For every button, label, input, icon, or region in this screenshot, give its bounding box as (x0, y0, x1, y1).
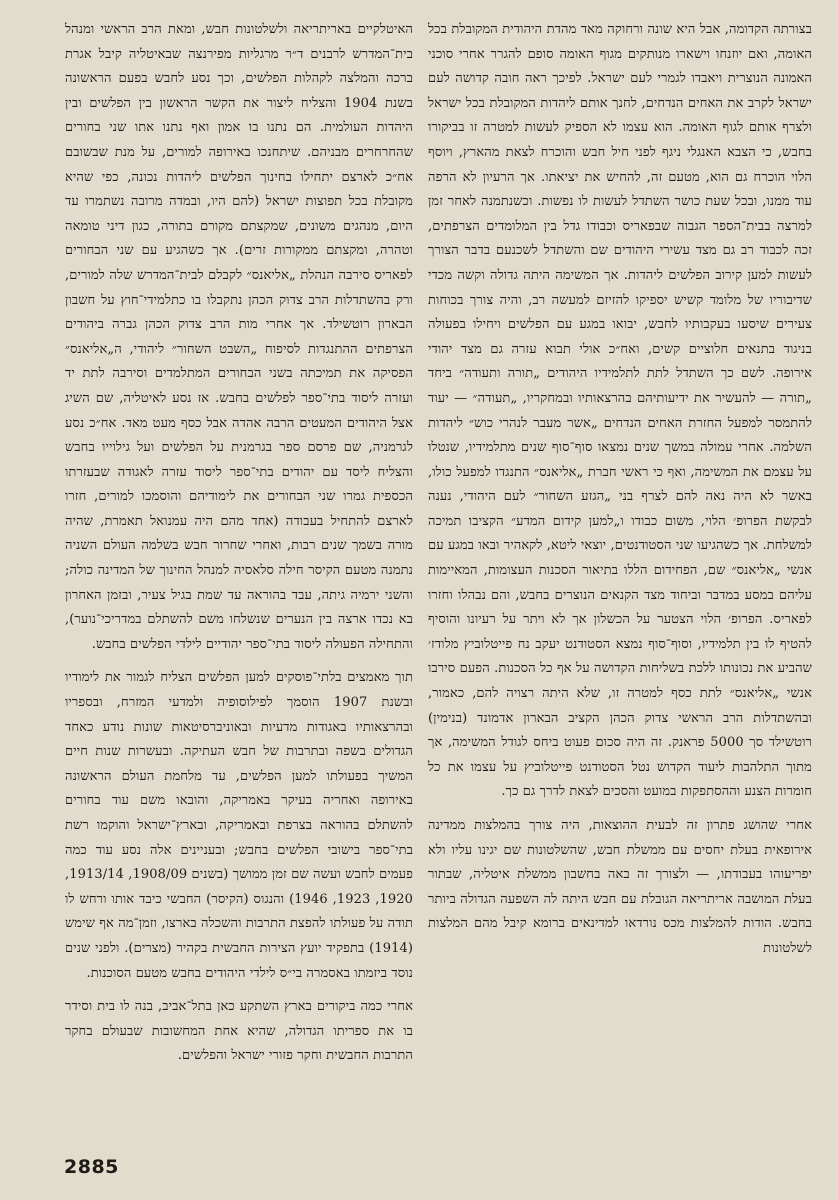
text-column-left (65, 18, 413, 1069)
paragraph: אחרי כמה ביקורים בארץ השתקע כאן בתל־אביב, בנה לו בית וסידר בו את ספריתו הגדולה, שהיא אחת המחשובות שבעולם בחקר התרבות החבשית וחקר פזורי ישראל והפלשים. (65, 999, 413, 1064)
paragraph: אחרי שהושג פתרון זה לבעית ההוצאות, היה צורך בהמלצות ממדינה אירופאית בעלת יחסים עם ממשלת חבש, שהשלטונות שם יגינו עליו ולא יפריעוהו בעבודתו, — ולצורך זה באה בחשבון ממשלת איטליה, שבתור בעלת המושבה אריתריאה הגובלת עם חבש היתה לה השפעה הגדולה ביותר בחבש. הודות להמלצות מכס נורדאו למדינאים ברומא קיבל מהם המלצות לשלטונות (428, 818, 812, 956)
paragraph: תוך מאמצים בלתי־פוסקים למען הפלשים הצליח לגמור את לימודיו ובשנת 1907 הוסמך לפילוסופיה ולמדעי המזרח, ובספריו ובהרצאותיו באגודות מדעיות ובאוניברסיטאות שונות נודע כאחד הגדולים בשפה ובתרבות של חבש העתיקה. ובעשרות שנות חיים המשיך בפעולתו למען הפלשים, עד מלחמת העולם הראשונה באירופה ואחריה בעיקר באמריקה, והובאו משם עוד בחורים להשתלם בהוראה בצרפת ובאמריקה, ובארץ־ישראל והוקמו רשת בתי־ספר בישובי הפלשים בחבש; ובעניינים אלה נסע עוד כמה פעמים לחבש ועשה שם זמן ממושך (בשנים 1908/09, 1913/14, 1920, 1923, 1946) והנגוס (הקיסר) החבשי כיבד אותו ורחש לו תודה על פעולתו להפצת התרבות והשכלה בארצו, וזמן־מה אף שימש (1914) בתפקיד יועץ הצירות החבשית בקהיר (מצרים). ולפני שנים נוסד ביזמתו באסמרה בי״ס לילדי היהודים בחבש מטעם הסוכנות. (65, 670, 413, 981)
text-column-right (428, 18, 812, 962)
page-number: 2885 (64, 1156, 119, 1178)
paragraph: האיטלקיים באריתריאה ולשלטונות חבש, ומאת הרב הראשי ומנהל בית־המדרש לרבנים ד״ר מרגליות מפירנצה שבאיטליה קיבל אגרת ברכה והמלצה לקהלות הפלשים, וכך נסע לחבש בפעם הראשונה בשנת 1904 והצליח ליצור את הקשר הראשון בין הפלשים ובין היהדות העולמית. הם נתנו בו אמון ואף נתנו אתו שני בחורים שהחרחרים מבניהם. שיתחנכו באירופה למורים, על מנת שבשובם אח״כ לארצם יתחילו בחינוך הפלשים ליהדות נכונה, כפי שהיא מקובלת בכל תפוצות ישראל (להם היו, ובמדה מרובה נשתמרו עד היום, מנהגים משונים, שמקצתם מקורם בתורה, כגון דיני טומאה וטהרה, ומקצתם ממקורות זרים). אך כשהגיע עם שני הבחורים לפאריס סירבה הנהלת „אליאנס״ לקבלם לבית־המדרש שלה למורים, ורק בהשתדלות הרב צדוק הכהן נתקבלו בו כתלמידי־חוץ על חשבון הבארון רוטשילד. אך אחרי מות הרב צדוק הכהן גברה ביהודים הצרפתים ההתנגדות לסיפוח „השבט השחור״ ליהודי, ה„אליאנס״ הפסיקה את תמיכתה בשני הבחורים המתלמדים וסירבה לתת יד ועזרה ליסוד בתי־ספר לפלשים בחבש. אז נסע לאיטליה, שם השיג אצל היהודים המעטים הרבה אהדה אבל כסף מעט מאד. אח״כ נסע לגרמניה, שם פרסם ספר בגרמנית על הפלשים ועל גילוייו בחבש והצליח ליסד עם יהודים בתי־ספר ליסוד עזרה לאגודה שבעזרתו הכספית גמרו שני הבחורים את לימודיהם והוסמכו למורים, חזרו לארצם להתחיל בעבודה (אחד מהם היה עמנואל תאמרת, שהיה מורה בשמך שנים רבות, ואחרי שחרור חבש בשלמה העולם השניה נתמנה מטעם הקיסר חילה סלאסיה למנהל החינוך של המדינה כולה; והשני ירמיה גיתה, עבד בהוראה עד שמת בגיל צעיר, ובזמן האחרון בא נכדו ארצה בין הנערים שנשלחו משם להשתלם במדריכי־נוער), והתחילה הפעולה ליסוד בתי־ספר יהודיים לילדי הפלשים בחבש. (65, 22, 413, 652)
paragraph: בצורתה הקדומה, אבל היא שונה ורחוקה מאד מהדת היהודית המקובלת בכל האומה, ואם יוזנחו וישארו מנותקים מגוף האומה סופם להגרר אחרי סוכני האמונה הנוצרית ויאבדו לגמרי לעם ישראל. לפיכך ראה חובה קדושה לעם ישראל לקרב את האחים הנדחים, לחנך אותם ליהדות המקובלת בכל ישראל ולצרף אותם לגוף האומה. הוא עצמו לא הספיק לעשות למטרה זו בביקורו בחבש, כי הצבא האנגלי ניגף לפני חיל חבש והוכרח לצאת מהארץ, ויוסף הלוי הוכרח גם הוא, מטעם זה, להחיש את יציאתו. אך הרעיון לא הרפה עוד ממנו, ובכל שעת כושר השתדל לעשות לו נפשות. וכשנתמנה לאחר זמן למרצה בבית־הספר הגבוה שבפאריס וכבודו גדל בין המלומדים הצרפתים, זכה לכבוד רב גם מצד עשירי היהודים שם והשתדל לשכנעם בדבר הצורך לעשות למען קירוב הפלשים ליהדות. אך המשימה היתה גדולה וקשה מכדי שדיבוריו של מלומד קשיש יספיקו להזיזם למעשה רב, והיה צורך בכוחות צעירים שיסעו בעקבותיו לחבש, יבואו במגע עם הפלשים ויחילו בפעולה בניגוד בתנאים חלוציים קשים, ואח״כ אולי תבוא עזרה גם מצד יהודי אירופה. לשם כך השתדל לתת לתלמידיו היהודים „תורה ותעודה״ ביחד „תורה — להעשיר את ידיעותיהם בהרצאותיו ובמחקריו, „תעודה״ — יעוד להתמסר למפעל החזרת האחים הנדחים „אשר מעבר לנהרי כוש״ ליהדות השלמה. אחרי עמולה במשך שנים נמצאו סוף־סוף שנים מתלמידיו, שנטלו על עצמם את המשימה, ואף כי ראשי חברת „אליאנס״ התנגדו למפעל כולו, באשר לא היה נאה להם לצרף בני „הגזע השחור״ לעם היהודי, נענה לבקשת הפרופ׳ הלוי, משום כבודו ו„למען קידום המדע״ הקציבו תמיכה למשלחת. אך כשהגיעו שני הסטודנטים, יוצאי ליטא, לקאהיר ובאו במגע עם אנשי „אליאנס״ שם, הפחידום הללו בתיאור הסכנות העצומות, המאיימות עליהם במסע במדבר וביחוד מצד הקנאים הנוצרים בחבש, והם נבהלו וחזרו לפאריס. הפרופ׳ הלוי הצטער על הכשלון אך לא ויתר על רעיונו והוסיף להטיף לו בין תלמידיו, וסוף־סוף נמצא הסטודנט יעקב נח פייטלוביץ מלודז׳ שהביע את נכונותו ללכת בשליחות הקדושה על אף כל הסכנות. הפעם סירבו אנשי „אליאנס״ לתת כסף למטרה זו, שלא היתה רצויה להם, כאמור, ובהשתדלות הרב הראשי צדוק הכהן הקציב הבארון אדמונד (בנימין) רוטשילד סך 5000 פראנק. זה היה סכום פעוט ביחס לגודל המשימה, אך מתוך התלהבות ליעוד הקדוש נטל הסטודנט פייטלוביץ על עצמו את כל חומרות הצנע וההסתפקות במועט והסכים לצאת לדרך גם כך. (428, 22, 813, 800)
